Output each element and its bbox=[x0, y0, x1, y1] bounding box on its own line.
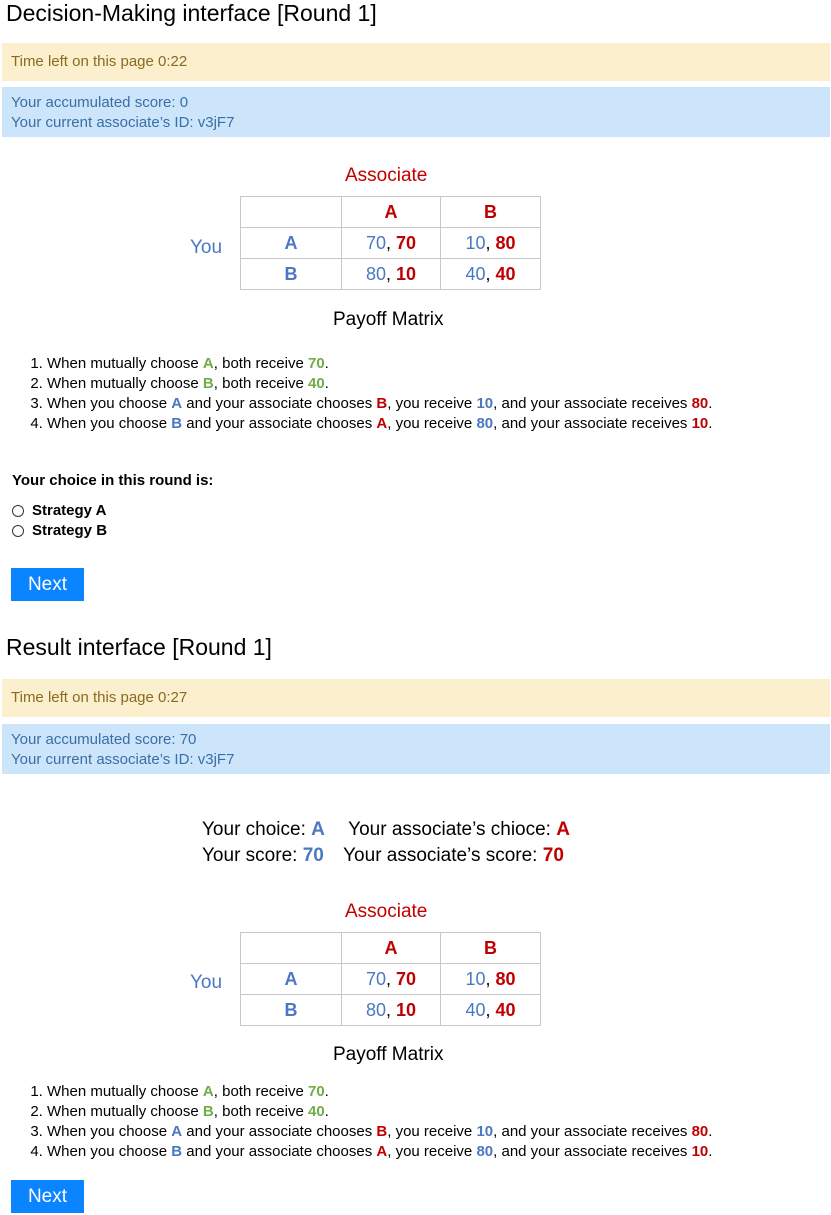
matrix-corner bbox=[241, 197, 342, 228]
you-payoff: 80 bbox=[365, 263, 386, 284]
rule-item: 1. When mutually choose A, both receive 70. bbox=[47, 354, 712, 374]
accumulated-score: Your accumulated score: 0 bbox=[11, 94, 189, 111]
matrix-cell: 40, 40 bbox=[441, 259, 541, 290]
next-button[interactable]: Next bbox=[11, 1180, 84, 1213]
associate-payoff: 80 bbox=[495, 968, 516, 989]
associate-payoff: 40 bbox=[495, 999, 516, 1020]
matrix-row-header: A bbox=[241, 964, 342, 995]
option-label: Strategy A bbox=[32, 502, 107, 519]
you-payoff: 10 bbox=[465, 232, 486, 253]
choice-summary bbox=[202, 819, 570, 841]
matrix-col-header: A bbox=[342, 933, 441, 964]
accumulated-score: Your accumulated score: 70 bbox=[11, 731, 197, 748]
timer-bar: Time left on this page 0:27 bbox=[2, 679, 830, 717]
score-summary bbox=[202, 845, 564, 867]
you-label: You bbox=[190, 972, 223, 993]
matrix-cell: 40, 40 bbox=[441, 995, 541, 1026]
matrix-row-header: B bbox=[241, 995, 342, 1026]
info-bar bbox=[2, 724, 830, 774]
strategy-b-option[interactable] bbox=[12, 521, 107, 541]
matrix-cell: 80, 10 bbox=[342, 259, 441, 290]
payoff-matrix bbox=[240, 196, 541, 290]
associate-choice-label: Your associate’s chioce: bbox=[348, 819, 551, 840]
matrix-row-header: B bbox=[241, 259, 342, 290]
page-title: Decision-Making interface [Round 1] bbox=[6, 0, 377, 26]
option-label: Strategy B bbox=[32, 522, 108, 539]
info-bar bbox=[2, 87, 830, 137]
timer-bar: Time left on this page 0:22 bbox=[2, 43, 830, 81]
associate-id: Your current associate’s ID: v3jF7 bbox=[11, 114, 235, 131]
you-label: You bbox=[190, 237, 223, 258]
matrix-caption: Payoff Matrix bbox=[333, 309, 444, 330]
associate-id: Your current associate’s ID: v3jF7 bbox=[11, 751, 235, 768]
your-choice-label: Your choice: bbox=[202, 819, 306, 840]
you-payoff: 10 bbox=[465, 968, 486, 989]
associate-label: Associate bbox=[345, 165, 428, 186]
matrix-col-header: B bbox=[441, 933, 541, 964]
matrix-col-header: A bbox=[342, 197, 441, 228]
strategy-a-option[interactable] bbox=[12, 501, 106, 521]
associate-label: Associate bbox=[345, 901, 428, 922]
rule-item: 2. When mutually choose B, both receive 40. bbox=[47, 1102, 712, 1122]
rule-item: 4. When you choose B and your associate chooses A, you receive 80, and your associate receives 10. bbox=[47, 414, 712, 434]
associate-payoff: 70 bbox=[396, 968, 417, 989]
you-payoff: 40 bbox=[465, 263, 486, 284]
you-payoff: 80 bbox=[365, 999, 386, 1020]
payoff-matrix bbox=[240, 932, 541, 1026]
rule-item: 1. When mutually choose A, both receive 70. bbox=[47, 1082, 712, 1102]
matrix-cell: 80, 10 bbox=[342, 995, 441, 1026]
matrix-cell: 10, 80 bbox=[441, 964, 541, 995]
choice-prompt: Your choice in this round is: bbox=[12, 472, 214, 489]
matrix-cell: 10, 80 bbox=[441, 228, 541, 259]
matrix-caption: Payoff Matrix bbox=[333, 1044, 444, 1065]
radio-button[interactable] bbox=[12, 525, 24, 537]
your-score-value: 70 bbox=[302, 845, 324, 866]
you-payoff: 70 bbox=[365, 968, 386, 989]
matrix-col-header: B bbox=[441, 197, 541, 228]
associate-payoff: 10 bbox=[396, 999, 417, 1020]
rule-item: 4. When you choose B and your associate chooses A, you receive 80, and your associate receives 10. bbox=[47, 1142, 712, 1162]
rule-item: 3. When you choose A and your associate chooses B, you receive 10, and your associate receives 80. bbox=[47, 1122, 712, 1142]
matrix-cell: 70, 70 bbox=[342, 228, 441, 259]
radio-button[interactable] bbox=[12, 505, 24, 517]
associate-score-value: 70 bbox=[542, 845, 564, 866]
page-title: Result interface [Round 1] bbox=[6, 634, 272, 660]
you-payoff: 40 bbox=[465, 999, 486, 1020]
associate-payoff: 80 bbox=[495, 232, 516, 253]
matrix-corner bbox=[241, 933, 342, 964]
rule-item: 2. When mutually choose B, both receive 40. bbox=[47, 374, 712, 394]
your-score-label: Your score: bbox=[202, 845, 298, 866]
matrix-cell: 70, 70 bbox=[342, 964, 441, 995]
associate-payoff: 10 bbox=[396, 263, 417, 284]
next-button[interactable]: Next bbox=[11, 568, 84, 601]
matrix-row-header: A bbox=[241, 228, 342, 259]
you-payoff: 70 bbox=[365, 232, 386, 253]
associate-payoff: 70 bbox=[396, 232, 417, 253]
rules-list bbox=[0, 354, 712, 434]
associate-score-label: Your associate’s score: bbox=[343, 845, 538, 866]
associate-choice-value: A bbox=[556, 819, 570, 840]
rule-item: 3. When you choose A and your associate chooses B, you receive 10, and your associate receives 80. bbox=[47, 394, 712, 414]
your-choice-value: A bbox=[311, 819, 325, 840]
rules-list bbox=[0, 1082, 712, 1162]
associate-payoff: 40 bbox=[495, 263, 516, 284]
